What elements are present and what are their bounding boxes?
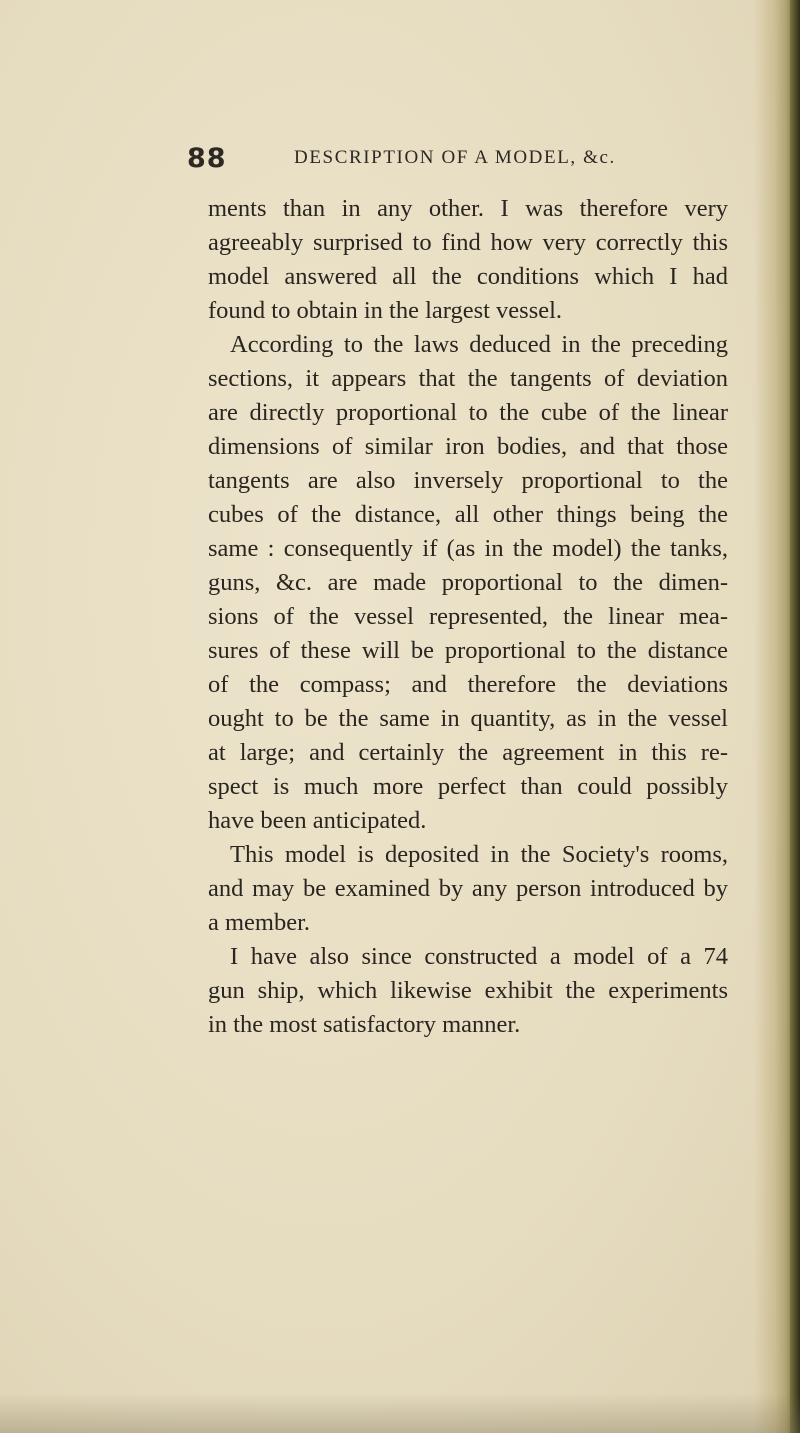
- page-number: 88: [187, 143, 227, 174]
- text-line: agreeably surprised to find how very correctly this: [208, 229, 728, 256]
- text-line: sions of the vessel represented, the linear mea-: [208, 603, 728, 630]
- text-line: dimensions of similar iron bodies, and that those: [208, 433, 728, 460]
- text-line: gun ship, which likewise exhibit the experiments: [208, 977, 728, 1004]
- text-line: According to the laws deduced in the preceding: [230, 331, 728, 358]
- text-line: model answered all the conditions which I had: [208, 263, 728, 290]
- text-line: are directly proportional to the cube of the linear: [208, 399, 728, 426]
- page-bottom-shadow: [0, 1393, 800, 1433]
- text-line: found to obtain in the largest vessel.: [208, 297, 563, 324]
- text-line: in the most satisfactory manner.: [208, 1011, 521, 1038]
- text-line: same : consequently if (as in the model) the tanks,: [208, 535, 728, 562]
- text-line: of the compass; and therefore the deviations: [208, 671, 728, 698]
- text-line: and may be examined by any person introduced by: [208, 875, 728, 902]
- text-line: at large; and certainly the agreement in this re-: [208, 739, 728, 766]
- text-line: spect is much more perfect than could possibly: [208, 773, 728, 800]
- text-line: cubes of the distance, all other things being the: [208, 501, 728, 528]
- page-header: [187, 143, 747, 177]
- text-line: This model is deposited in the Society's rooms,: [230, 841, 728, 868]
- text-line: guns, &c. are made proportional to the dimen-: [208, 569, 728, 596]
- text-line: tangents are also inversely proportional to the: [208, 467, 728, 494]
- text-line: a member.: [208, 909, 311, 936]
- text-line: sures of these will be proportional to the distance: [208, 637, 728, 664]
- text-line: sections, it appears that the tangents of deviation: [208, 365, 728, 392]
- running-title: DESCRIPTION OF A MODEL, &c.: [294, 147, 616, 168]
- text-line: ought to be the same in quantity, as in the vessel: [208, 705, 728, 732]
- page-binding-edge: [790, 0, 800, 1433]
- text-line: ments than in any other. I was therefore very: [208, 195, 728, 222]
- text-line: have been anticipated.: [208, 807, 427, 834]
- text-line: I have also since constructed a model of a 74: [230, 943, 728, 970]
